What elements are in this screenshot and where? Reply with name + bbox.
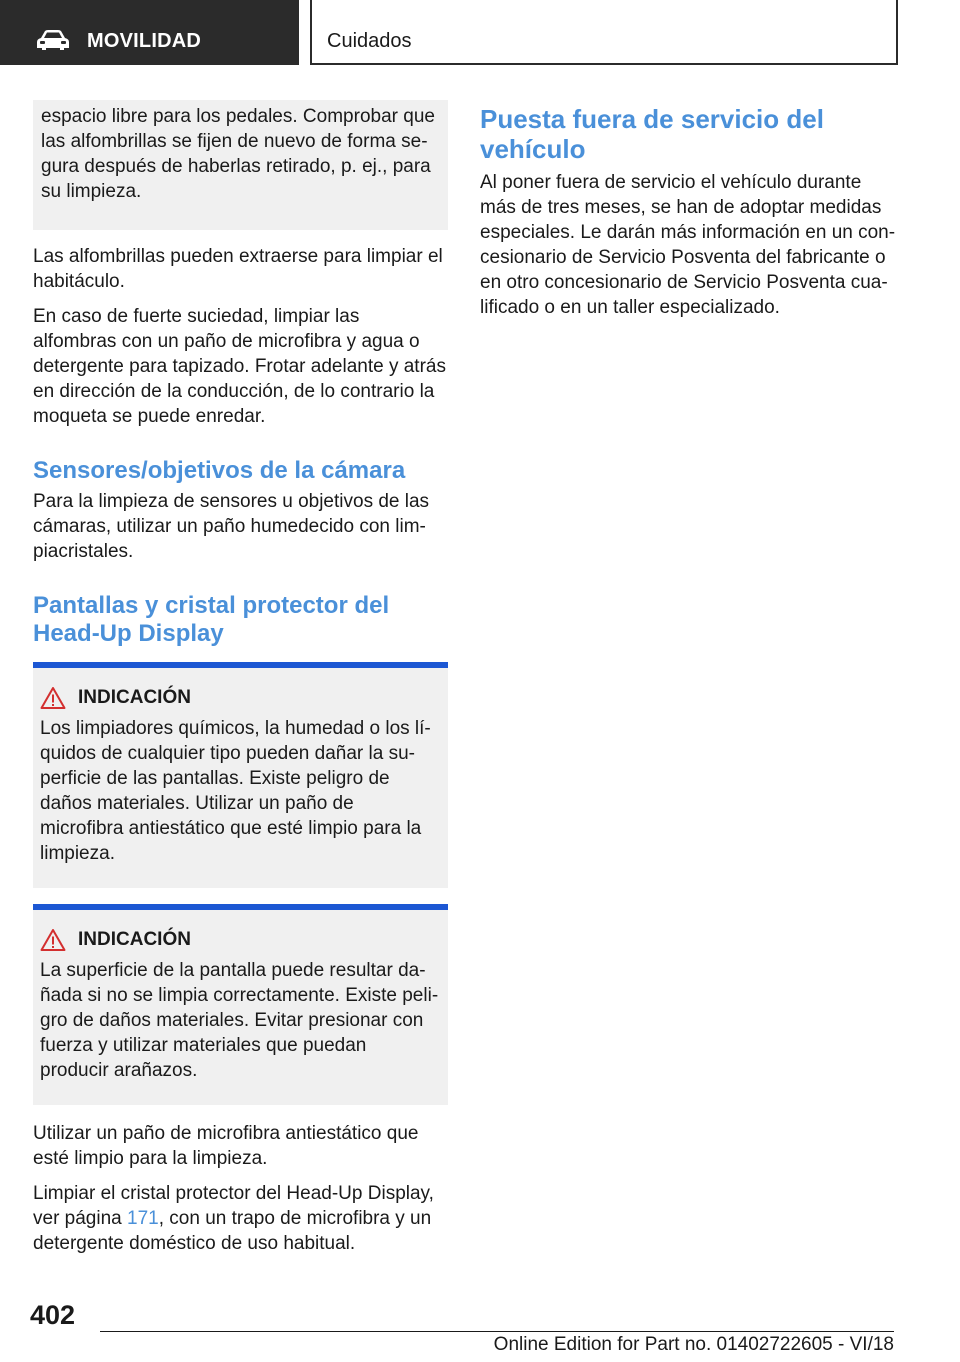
paragraph-suciedad: En caso de fuerte suciedad, limpiar las alfombras con un paño de microfibra y agua o detergente para tapizado. Frotar adelante y atrás en dirección de la conducción, de lo contrario la moqueta se puede enredar.	[33, 306, 446, 427]
chapter-title: Cuidados	[327, 30, 412, 52]
note-box-1	[33, 662, 448, 888]
paragraph-sensores: Para la limpieza de sensores u objetivos de las cámaras, utilizar un paño humedecido con limpiacristales.	[33, 491, 430, 562]
note-header	[40, 928, 440, 952]
section-title: MOVILIDAD	[87, 30, 202, 52]
note-title: INDICACIÓN	[78, 929, 191, 950]
paragraph-microfibra: Utilizar un paño de microfibra antiestático que esté limpio para la limpieza.	[33, 1123, 419, 1169]
warning-triangle-icon	[40, 928, 66, 952]
note-header	[40, 686, 440, 710]
edition-text: Online Edition for Part no. 01402722605 - VI/18	[493, 1334, 894, 1355]
note-text: Los limpiadores químicos, la humedad o los líquidos de cualquier tipo pueden dañar la superficie de las pantallas. Existe peligro de daños materiales. Utilizar un paño de microfibra antiestático que esté limpio para la limpieza.	[40, 718, 431, 864]
note-box-2	[33, 904, 448, 1105]
note-title: INDICACIÓN	[78, 687, 191, 708]
box-text: espacio libre para los pedales. Comprobar que las alfombrillas se fijen de nuevo de forma segura después de haberlas retirado, p. ej., para su limpieza.	[41, 106, 435, 202]
left-column	[33, 100, 448, 1266]
header-section-tab	[0, 0, 299, 65]
heading-sensores: Sensores/objetivos de la cámara	[33, 457, 406, 484]
heading-pantallas: Pantallas y cristal protector del Head-Up Display	[33, 592, 390, 647]
warning-triangle-icon	[40, 686, 66, 710]
paragraph-puesta-fuera: Al poner fuera de servicio el vehículo durante más de tres meses, se han de adoptar medidas especiales. Le darán más información en un concesionario de Servicio Posventa del fabricante o en otro concesionario de Servicio Posventa cualificado o en un taller especializado.	[480, 172, 896, 318]
note-text: La superficie de la pantalla puede resultar dañada si no se limpia correctamente. Existe peligro de daños materiales. Evitar presionar con fuerza y utilizar materiales que puedan producir arañazos.	[40, 960, 439, 1081]
page-reference-link[interactable]: 171	[127, 1208, 159, 1229]
paragraph-alfombrillas: Las alfombrillas pueden extraerse para limpiar el habitáculo.	[33, 246, 443, 292]
page-number: 402	[30, 1300, 76, 1330]
paragraph-head-up-end: , con un trapo de microfibra y un detergente doméstico de uso habitual.	[33, 1208, 432, 1254]
footer-divider	[100, 1331, 894, 1332]
right-column	[480, 100, 896, 330]
continued-note-box	[33, 100, 448, 230]
paragraph-head-up	[33, 1181, 448, 1256]
heading-puesta-fuera-servicio: Puesta fuera de servicio del vehículo	[480, 104, 824, 164]
header-chapter-box	[310, 0, 898, 65]
paragraph-head-up-start: Limpiar el cristal protector del Head-Up Display, ver página	[33, 1183, 434, 1229]
car-icon	[36, 29, 70, 51]
